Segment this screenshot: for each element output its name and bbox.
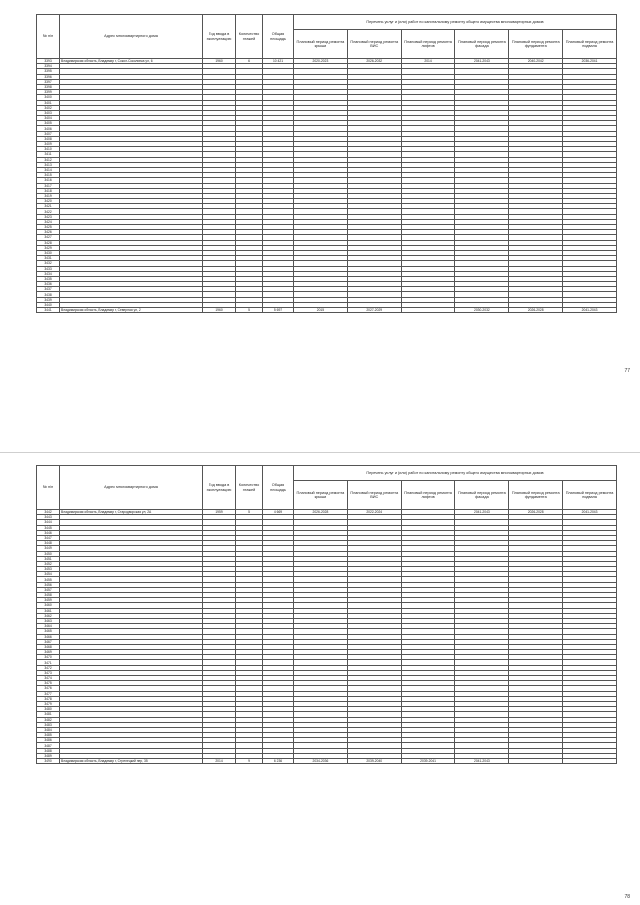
cell-address: Владимирская область, Владимир г, Сокол-Соколинка ул, 6: [60, 59, 203, 64]
cell-period: 2041-2043: [563, 510, 617, 515]
cell-num: 3401: [37, 100, 60, 105]
cell-period: [509, 759, 563, 764]
cell-period: 2034-2036: [294, 759, 348, 764]
cell-num: 3432: [37, 261, 60, 266]
cell-num: 3427: [37, 235, 60, 240]
cell-num: 3417: [37, 183, 60, 188]
cell-num: 3434: [37, 271, 60, 276]
header-area: Общая площадь: [263, 15, 294, 59]
cell-num: 3450: [37, 551, 60, 556]
cell-num: 3459: [37, 598, 60, 603]
cell-period: 2027-2029: [347, 308, 401, 313]
repair-schedule-table: [36, 14, 617, 313]
cell-num: 3395: [37, 69, 60, 74]
header-period: Плановый период ремонта лифтов: [401, 30, 455, 59]
cell-num: 3470: [37, 655, 60, 660]
cell-num: 3442: [37, 510, 60, 515]
cell-num: 3475: [37, 681, 60, 686]
header-period: Плановый период ремонта крыши: [294, 30, 348, 59]
cell-floors: 6: [236, 59, 263, 64]
cell-num: 3447: [37, 535, 60, 540]
header-area: Общая площадь: [263, 466, 294, 510]
cell-num: 3408: [37, 136, 60, 141]
document-page: [0, 0, 640, 452]
cell-num: 3423: [37, 214, 60, 219]
cell-num: 3436: [37, 282, 60, 287]
cell-num: 3453: [37, 567, 60, 572]
cell-num: 3489: [37, 753, 60, 758]
cell-num: 3482: [37, 717, 60, 722]
cell-num: 3404: [37, 116, 60, 121]
cell-num: 3438: [37, 292, 60, 297]
cell-num: 3445: [37, 525, 60, 530]
cell-num: 3410: [37, 147, 60, 152]
header-address: Адрес многоквартирного дома: [60, 15, 203, 59]
cell-num: 3407: [37, 131, 60, 136]
cell-period: 2039-2041: [401, 759, 455, 764]
cell-num: 3415: [37, 173, 60, 178]
repair-schedule-table: [36, 465, 617, 764]
cell-num: 3422: [37, 209, 60, 214]
cell-num: 3478: [37, 696, 60, 701]
cell-num: 3397: [37, 79, 60, 84]
cell-num: 3462: [37, 613, 60, 618]
cell-num: 3452: [37, 561, 60, 566]
cell-num: 3398: [37, 84, 60, 89]
cell-num: 3449: [37, 546, 60, 551]
header-address: Адрес многоквартирного дома: [60, 466, 203, 510]
cell-period: 2014: [401, 59, 455, 64]
cell-num: 3420: [37, 199, 60, 204]
header-period: Плановый период ремонта фасада: [455, 481, 509, 510]
cell-num: 3448: [37, 541, 60, 546]
cell-num: 3474: [37, 676, 60, 681]
cell-area: 4 669: [263, 510, 294, 515]
cell-num: 3403: [37, 110, 60, 115]
header-period: Плановый период ремонта подвала: [563, 481, 617, 510]
cell-num: 3483: [37, 722, 60, 727]
cell-num: 3433: [37, 266, 60, 271]
cell-num: 3435: [37, 276, 60, 281]
cell-year: 2014: [203, 759, 236, 764]
header-num: № п/п: [37, 15, 60, 59]
header-floors: Количество этажей: [236, 466, 263, 510]
cell-num: 3425: [37, 225, 60, 230]
cell-num: 3441: [37, 308, 60, 313]
cell-num: 3463: [37, 618, 60, 623]
cell-num: 3444: [37, 520, 60, 525]
cell-num: 3443: [37, 515, 60, 520]
cell-num: 3488: [37, 748, 60, 753]
cell-num: 3451: [37, 556, 60, 561]
cell-area: 10 421: [263, 59, 294, 64]
cell-year: 1959: [203, 510, 236, 515]
cell-num: 3466: [37, 634, 60, 639]
cell-num: 3472: [37, 665, 60, 670]
cell-num: 3455: [37, 577, 60, 582]
cell-floors: 5: [236, 308, 263, 313]
header-period: Плановый период ремонта фундамента: [509, 481, 563, 510]
cell-period: 2022-2024: [347, 510, 401, 515]
cell-num: 3479: [37, 701, 60, 706]
cell-num: 3411: [37, 152, 60, 157]
cell-num: 3446: [37, 530, 60, 535]
cell-year: 1960: [203, 59, 236, 64]
cell-num: 3406: [37, 126, 60, 131]
cell-num: 3469: [37, 650, 60, 655]
cell-address: Владимирская область, Владимир г, Северная ул, 2: [60, 308, 203, 313]
cell-period: 2041-2043: [455, 510, 509, 515]
cell-num: 3393: [37, 59, 60, 64]
header-period: Плановый период ремонта фундамента: [509, 30, 563, 59]
cell-num: 3457: [37, 587, 60, 592]
cell-num: 3424: [37, 219, 60, 224]
header-num: № п/п: [37, 466, 60, 510]
cell-num: 3416: [37, 178, 60, 183]
cell-num: 3429: [37, 245, 60, 250]
cell-num: 3428: [37, 240, 60, 245]
cell-num: 3394: [37, 64, 60, 69]
header-period: Плановый период ремонта подвала: [563, 30, 617, 59]
cell-num: 3439: [37, 297, 60, 302]
cell-num: 3464: [37, 624, 60, 629]
cell-num: 3485: [37, 733, 60, 738]
cell-num: 3476: [37, 686, 60, 691]
cell-num: 3418: [37, 188, 60, 193]
table-row: [37, 59, 617, 64]
cell-period: 2026-2028: [509, 510, 563, 515]
header-period: Плановый период ремонта крыши: [294, 481, 348, 510]
header-period: Плановый период ремонта ВИС: [347, 30, 401, 59]
cell-period: 2026-2032: [347, 59, 401, 64]
cell-num: 3396: [37, 74, 60, 79]
page-number: 78: [624, 894, 630, 900]
cell-period: 2041-2043: [455, 59, 509, 64]
header-year: Год ввода в эксплуатацию: [203, 15, 236, 59]
cell-num: 3481: [37, 712, 60, 717]
cell-floors: 9: [236, 759, 263, 764]
cell-num: 3471: [37, 660, 60, 665]
cell-num: 3460: [37, 603, 60, 608]
cell-period: [401, 308, 455, 313]
cell-address: Владимирская область, Владимир г, Стародворская ул, 2А: [60, 510, 203, 515]
cell-num: 3467: [37, 639, 60, 644]
cell-num: 3468: [37, 644, 60, 649]
cell-period: 2040-2042: [509, 59, 563, 64]
cell-num: 3402: [37, 105, 60, 110]
cell-address: Владимирская область, Владимир г, Стрелецкий пер, 35: [60, 759, 203, 764]
cell-num: 3430: [37, 250, 60, 255]
cell-period: 2041-2043: [455, 759, 509, 764]
header-period: Плановый период ремонта лифтов: [401, 481, 455, 510]
cell-num: 3484: [37, 727, 60, 732]
cell-num: 3412: [37, 157, 60, 162]
cell-period: 2036-2041: [563, 59, 617, 64]
table-row: [37, 759, 617, 764]
table-row: [37, 510, 617, 515]
header-year: Год ввода в эксплуатацию: [203, 466, 236, 510]
table-body: [37, 59, 617, 313]
cell-num: 3399: [37, 90, 60, 95]
header-works-group: Перечень услуг и (или) работ по капитальному ремонту общего имущества многоквартирных домов: [294, 15, 617, 30]
cell-period: 2039-2040: [347, 759, 401, 764]
cell-floors: 5: [236, 510, 263, 515]
header-period: Плановый период ремонта фасада: [455, 30, 509, 59]
header-period: Плановый период ремонта ВИС: [347, 481, 401, 510]
cell-period: 2026-2028: [509, 308, 563, 313]
cell-area: 5 697: [263, 308, 294, 313]
document-page: [0, 453, 640, 905]
cell-period: 2041-2043: [563, 308, 617, 313]
table-body: [37, 510, 617, 764]
header-works-group: Перечень услуг и (или) работ по капитальному ремонту общего имущества многоквартирных домов: [294, 466, 617, 481]
cell-num: 3413: [37, 162, 60, 167]
cell-num: 3477: [37, 691, 60, 696]
cell-num: 3421: [37, 204, 60, 209]
cell-num: 3431: [37, 256, 60, 261]
cell-period: 2020-2023: [294, 59, 348, 64]
cell-num: 3456: [37, 582, 60, 587]
header-floors: Количество этажей: [236, 15, 263, 59]
cell-num: 3405: [37, 121, 60, 126]
cell-period: 2026-2028: [294, 510, 348, 515]
cell-year: 1960: [203, 308, 236, 313]
page-number: 77: [624, 368, 630, 374]
cell-num: 3473: [37, 670, 60, 675]
cell-num: 3419: [37, 193, 60, 198]
cell-num: 3426: [37, 230, 60, 235]
cell-num: 3480: [37, 707, 60, 712]
cell-num: 3440: [37, 302, 60, 307]
cell-num: 3437: [37, 287, 60, 292]
cell-num: 3400: [37, 95, 60, 100]
table-row: [37, 308, 617, 313]
cell-period: [563, 759, 617, 764]
cell-area: 6 236: [263, 759, 294, 764]
cell-num: 3465: [37, 629, 60, 634]
cell-num: 3490: [37, 759, 60, 764]
cell-num: 3458: [37, 593, 60, 598]
cell-num: 3414: [37, 167, 60, 172]
cell-num: 3487: [37, 743, 60, 748]
cell-num: 3409: [37, 142, 60, 147]
cell-num: 3461: [37, 608, 60, 613]
cell-num: 3486: [37, 738, 60, 743]
cell-period: 2015: [294, 308, 348, 313]
cell-num: 3454: [37, 572, 60, 577]
cell-period: 2030-2032: [455, 308, 509, 313]
